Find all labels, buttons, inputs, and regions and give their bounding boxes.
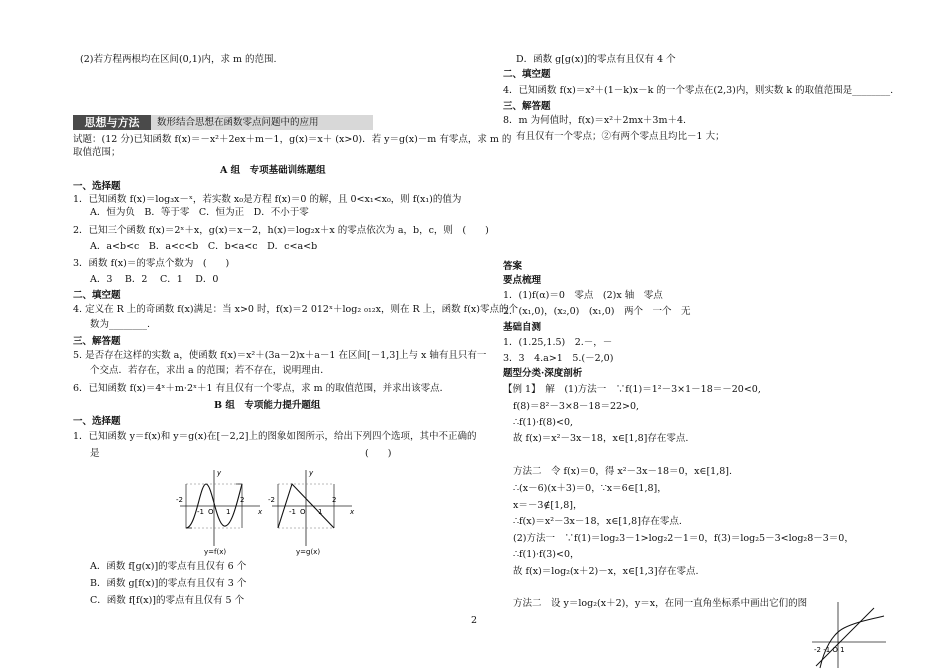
question-options: A．恒为负 B．等于零 C．恒为正 D．不小于零 — [90, 207, 309, 218]
solution-line: 故 f(x)＝x²－3x－18，x∈[1,8]存在零点. — [513, 433, 689, 444]
solution-line: ∴(x－6)(x＋3)＝0，∵x＝6∈[1,8]， — [513, 483, 667, 494]
section-banner — [73, 115, 373, 130]
small-graph — [808, 600, 888, 670]
page-number: 2 — [471, 615, 478, 626]
axis-label-x: x — [350, 508, 355, 516]
section-heading: 二、填空题 — [503, 69, 551, 80]
tick-label: O — [208, 508, 214, 516]
section-heading: 三、解答题 — [73, 336, 121, 347]
section-heading: 二、填空题 — [73, 290, 121, 301]
question-text: 6．已知函数 f(x)＝4ˣ＋m·2ˣ＋1 有且仅有一个零点，求 m 的取值范围，并求出该零点． — [73, 383, 450, 394]
solution-line: 方法二 设 y＝log₂(x＋2)，y＝x，在同一直角坐标系中画出它们的图 — [513, 598, 808, 609]
solution-line: x＝－3∉[1,8]， — [513, 500, 583, 511]
option-text: B．函数 g[f(x)]的零点有且仅有 3 个 — [90, 578, 247, 589]
solution-line: 【例 1】 解 (1)方法一 ∵f(1)＝1²－3×1－18＝－20<0, — [503, 384, 761, 395]
line-y-equals-x — [816, 608, 874, 666]
axis-label-y: y — [309, 469, 314, 477]
solution-line: ∴f(1)·f(8)<0, — [513, 417, 574, 428]
option-text: C．函数 f[f(x)]的零点有且仅有 5 个 — [90, 595, 245, 606]
answers-heading: 基础自测 — [503, 322, 542, 333]
option-text: A．函数 f[g(x)]的零点有且仅有 6 个 — [90, 561, 247, 572]
question-options: A．3 B．2 C．1 D．0 — [90, 274, 219, 285]
example-text: 试题：(12 分)已知函数 f(x)＝－x²＋2ex＋m－1，g(x)＝x＋ (x>0)．若 y＝g(x)－m 有零点，求 m 的 — [73, 134, 512, 145]
graph-f — [176, 469, 263, 556]
question-text: 4. 定义在 R 上的奇函数 f(x)满足：当 x>0 时，f(x)＝2 012ˣ＋log₂ ₀₁₂x，则在 R 上，函数 f(x)零点的个 — [73, 304, 518, 315]
solution-line: ∴f(x)＝x²－3x－18，x∈[1,8]存在零点. — [513, 516, 682, 527]
tick-label: 2 — [332, 496, 337, 504]
question-text: 是 — [90, 448, 100, 459]
solution-line: 故 f(x)＝log₂(x＋2)－x，x∈[1,3]存在零点. — [513, 566, 699, 577]
tick-label: -1 — [289, 508, 296, 516]
tick-label: O — [300, 508, 306, 516]
answer-paren: ( ) — [365, 448, 392, 459]
group-title: A 组 专项基础训练题组 — [220, 165, 326, 176]
section-heading: 一、选择题 — [73, 416, 121, 427]
solution-line: 方法二 令 f(x)＝0，得 x²－3x－18＝0，x∈[1,8]. — [513, 466, 733, 477]
question-text: 有且仅有一个零点；②有两个零点且均比－1 大； — [516, 131, 725, 142]
example-text: 取值范围； — [73, 147, 121, 158]
section-heading: 三、解答题 — [503, 101, 551, 112]
question-options: A．a<b<c B．a<c<b C．b<a<c D．c<a<b — [90, 241, 318, 252]
solution-line: (2)方法一 ∵f(1)＝log₂3－1>log₂2－1＝0，f(3)＝log₂5－3<log₂8－3＝0， — [513, 533, 854, 544]
graph-caption: y=f(x) — [204, 548, 227, 556]
tick-labels: -2 -1 O 1 — [814, 646, 845, 654]
axis-label-x: x — [258, 508, 263, 516]
tick-label: -2 — [268, 496, 275, 504]
section-heading: 一、选择题 — [73, 181, 121, 192]
graph-g — [268, 469, 355, 556]
question-text: 8．m 为何值时，f(x)＝x²＋2mx＋3m＋4. — [503, 115, 687, 126]
question-text: 1．已知函数 y＝f(x)和 y＝g(x)在[－2,2]上的图象如图所示，给出下列四个选项，其中不正确的 — [73, 431, 477, 442]
answers-heading: 要点梳理 — [503, 275, 542, 286]
group-title: B 组 专项能力提升题组 — [214, 400, 321, 411]
tick-label: -2 — [176, 496, 183, 504]
question-text: 5. 是否存在这样的实数 a，使函数 f(x)＝x²＋(3a－2)x＋a－1 在区间[－1,3]上与 x 轴有且只有一 — [73, 350, 487, 361]
function-graphs — [172, 468, 362, 558]
answer-line: 1．(1)f(α)＝0 零点 (2)x 轴 零点 — [503, 290, 663, 301]
answers-heading: 题型分类·深度剖析 — [503, 368, 583, 379]
tick-label: 1 — [318, 508, 323, 516]
question-line: (2)若方程两根均在区间(0,1)内，求 m 的范围. — [80, 54, 277, 65]
banner-tag: 思想与方法 — [73, 115, 151, 130]
answers-title: 答案 — [503, 261, 523, 272]
question-text: 个交点．若存在，求出 a 的范围；若不存在，说明理由． — [90, 365, 330, 376]
answer-line: 1．(1.25,1.5) 2.－，－ — [503, 337, 613, 348]
axis-label-y: y — [217, 469, 222, 477]
tick-label: 2 — [240, 496, 245, 504]
tick-label: 1 — [226, 508, 231, 516]
question-text: 1．已知函数 f(x)＝log₃x－ˣ，若实数 x₀是方程 f(x)＝0 的解，且 0<x₁<x₀，则 f(x₁)的值为 — [73, 194, 462, 205]
answer-line: 3．3 4.a>1 5.(－2,0) — [503, 353, 614, 364]
question-text: 数为________. — [90, 319, 151, 330]
question-text: 2．已知三个函数 f(x)＝2ˣ＋x，g(x)＝x－2，h(x)＝log₂x＋x 的零点依次为 a，b，c，则 ( ) — [73, 225, 489, 236]
tick-label: -1 — [197, 508, 204, 516]
solution-line: f(8)＝8²－3×8－18＝22>0, — [513, 401, 640, 412]
question-text: 4．已知函数 f(x)＝x²＋(1－k)x－k 的一个零点在(2,3)内，则实数 k 的取值范围是________. — [503, 85, 894, 96]
answer-line: 2．(x₁,0)，(x₂,0) (x₁,0) 两个 一个 无 — [503, 306, 691, 317]
graph-caption: y=g(x) — [296, 548, 321, 556]
option-text: D．函数 g[g(x)]的零点有且仅有 4 个 — [516, 54, 676, 65]
solution-line: ∴f(1)·f(3)<0， — [513, 549, 580, 560]
question-text: 3．函数 f(x)＝的零点个数为 ( ) — [73, 258, 230, 269]
banner-subtitle: 数形结合思想在函数零点问题中的应用 — [157, 117, 319, 128]
